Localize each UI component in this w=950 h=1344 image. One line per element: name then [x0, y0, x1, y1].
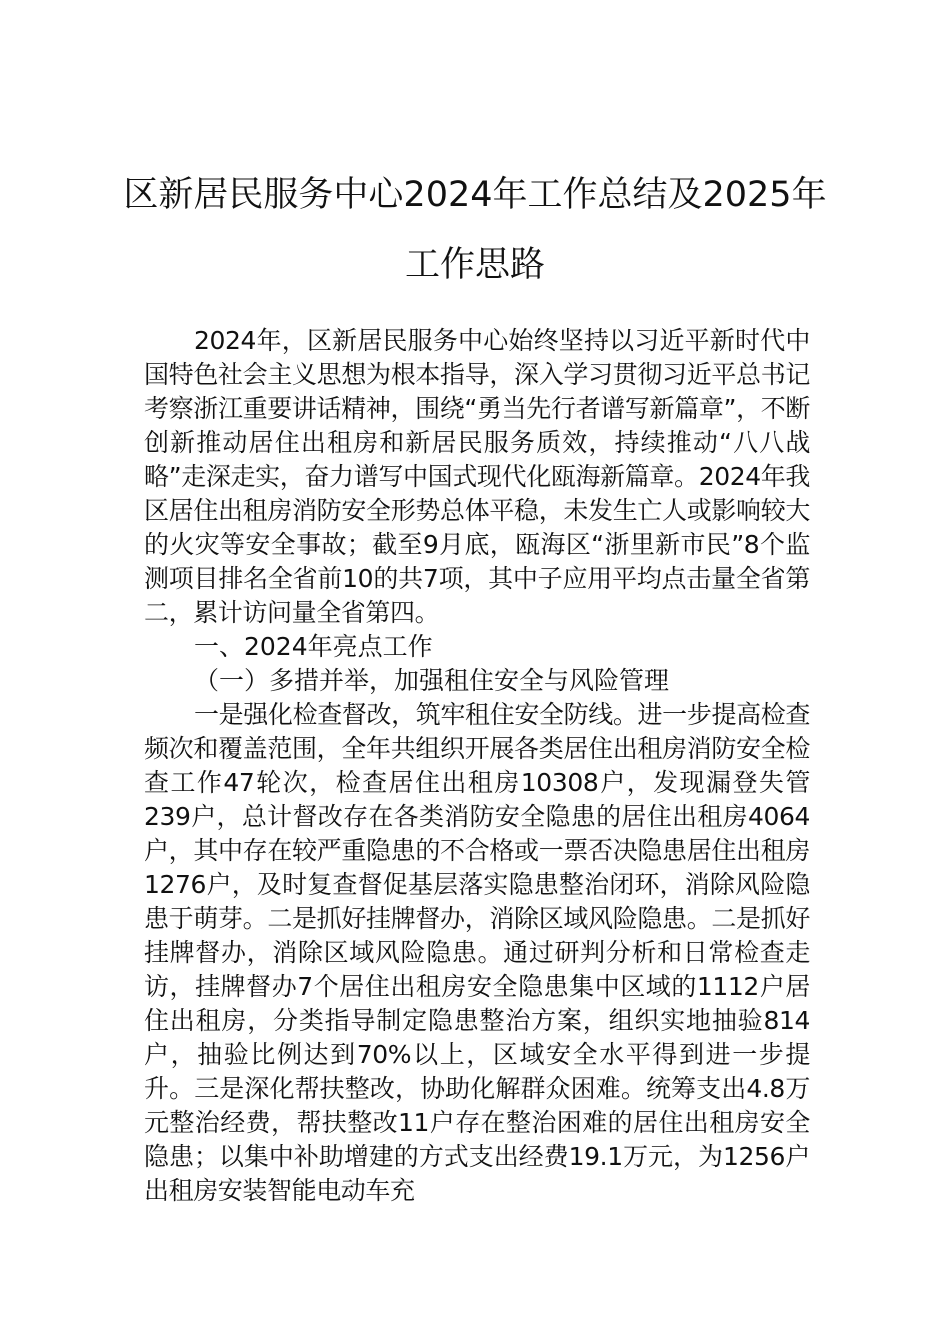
body-paragraph: 一是强化检查督改，筑牢租住安全防线。进一步提高检查频次和覆盖范围，全年共组织开展各类居住出租房消防安全检查工作47轮次，检查居住出租房10308户，发现漏登失管239户，总计督改存在各类消防安全隐患的居住出租房4064户，其中存在较严重隐患的不合格或一票否决隐患居住出租房1276户，及时复查督促基层落实隐患整治闭环，消除风险隐患于萌芽。二是抓好挂牌督办，消除区域风险隐患。二是抓好挂牌督办，消除区域风险隐患。通过研判分析和日常检查走访，挂牌督办7个居住出租房安全隐患集中区域的1112户居住出租房，分类指导制定隐患整治方案，组织实地抽验814户，抽验比例达到70%以上，区域安全水平得到进一步提升。三是深化帮扶整改，协助化解群众困难。统筹支出4.8万元整治经费，帮扶整改11户存在整治困难的居住出租房安全隐患；以集中补助增建的方式支出经费19.1万元，为1256户出租房安装智能电动车充: [144, 700, 810, 1205]
section-heading: 一、2024年亮点工作: [194, 632, 433, 661]
document-body: [144, 324, 810, 1208]
document-title: 区新居民服务中心2024年工作总结及2025年工作思路: [123, 175, 827, 285]
subsection-heading: （一）多措并举，加强租住安全与风险管理: [194, 666, 670, 695]
intro-paragraph: 2024年，区新居民服务中心始终坚持以习近平新时代中国特色社会主义思想为根本指导，深入学习贯彻习近平总书记考察浙江重要讲话精神，围绕“勇当先行者谱写新篇章”，不断创新推动居住出租房和新居民服务质效，持续推动“八八战略”走深走实，奋力谱写中国式现代化瓯海新篇章。2024年我区居住出租房消防安全形势总体平稳，未发生亡人或影响较大的火灾等安全事故；截至9月底，瓯海区“浙里新市民”8个监测项目排名全省前10的共7项，其中子应用平均点击量全省第二，累计访问量全省第四。: [144, 326, 810, 627]
